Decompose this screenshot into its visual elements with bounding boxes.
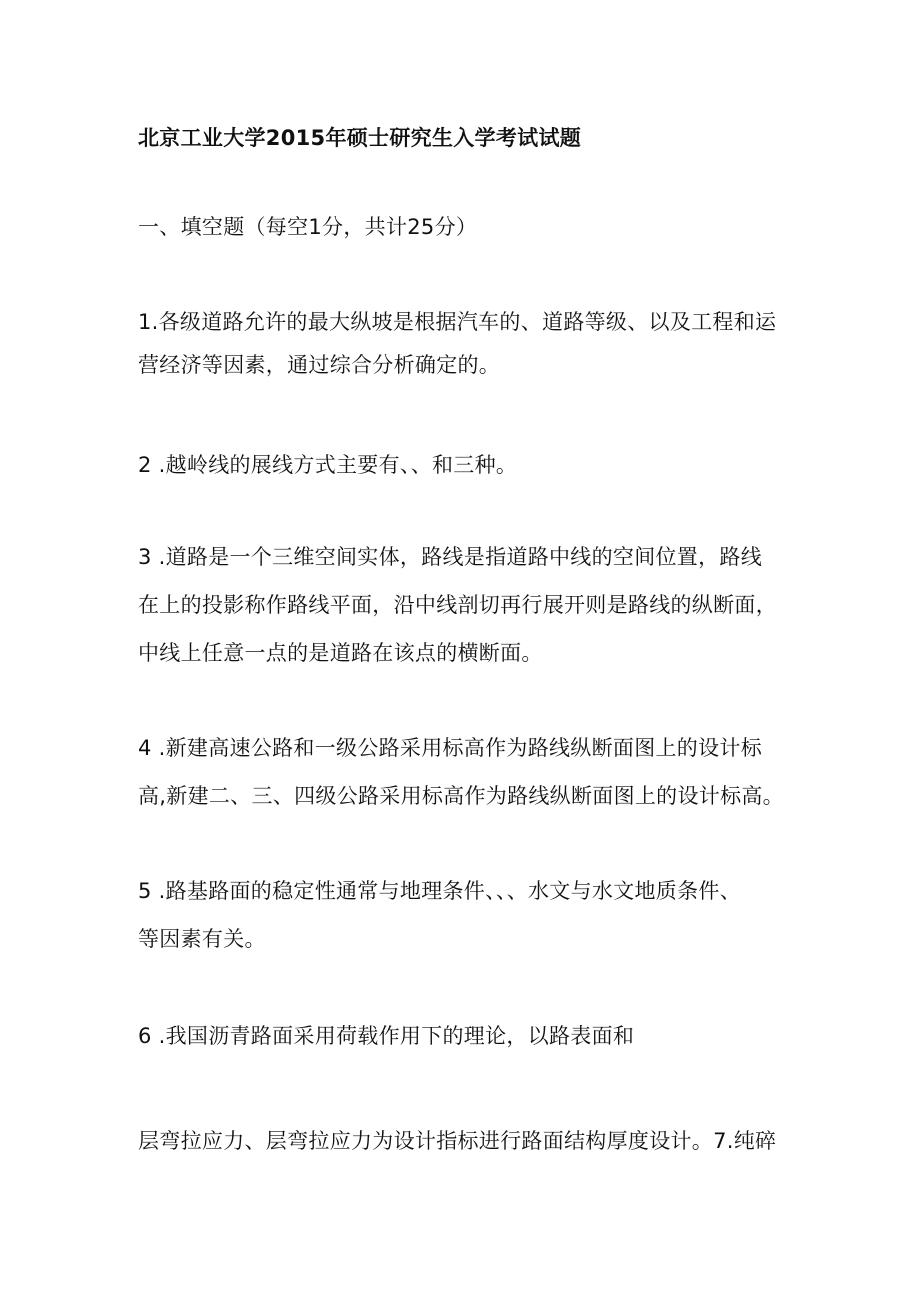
question-line: 层弯拉应力、层弯拉应力为设计指标进行路面结构厚度设计。7.纯碎 bbox=[138, 1129, 777, 1153]
question-line: 营经济等因素，通过综合分析确定的。 bbox=[138, 353, 501, 377]
question-line: 等因素有关。 bbox=[138, 927, 266, 951]
question-line: 中线上任意一点的是道路在该点的横断面。 bbox=[138, 641, 543, 665]
question-line: 高,新建二、三、四级公路采用标高作为路线纵断面图上的设计标高。 bbox=[138, 784, 784, 808]
question-line: 6 .我国沥青路面采用荷载作用下的理论，以路表面和 bbox=[138, 1024, 635, 1048]
question-line: 4 .新建高速公路和一级公路采用标高作为路线纵断面图上的设计标 bbox=[138, 736, 763, 760]
question-line: 5 .路基路面的稳定性通常与地理条件、、、水文与水文地质条件、 bbox=[138, 879, 742, 903]
question-line: 在上的投影称作路线平面，沿中线剖切再行展开则是路线的纵断面， bbox=[138, 593, 777, 617]
question-line: 3 .道路是一个三维空间实体，路线是指道路中线的空间位置，路线 bbox=[138, 545, 763, 569]
question-line: 1.各级道路允许的最大纵坡是根据汽车的、道路等级、以及工程和运 bbox=[138, 310, 777, 334]
question-line: 2 .越岭线的展线方式主要有、、和三种。 bbox=[138, 453, 518, 477]
document-title: 北京工业大学2015年硕士研究生入学考试试题 bbox=[138, 126, 582, 150]
section-heading: 一、填空题（每空1分，共计25分） bbox=[138, 215, 478, 239]
